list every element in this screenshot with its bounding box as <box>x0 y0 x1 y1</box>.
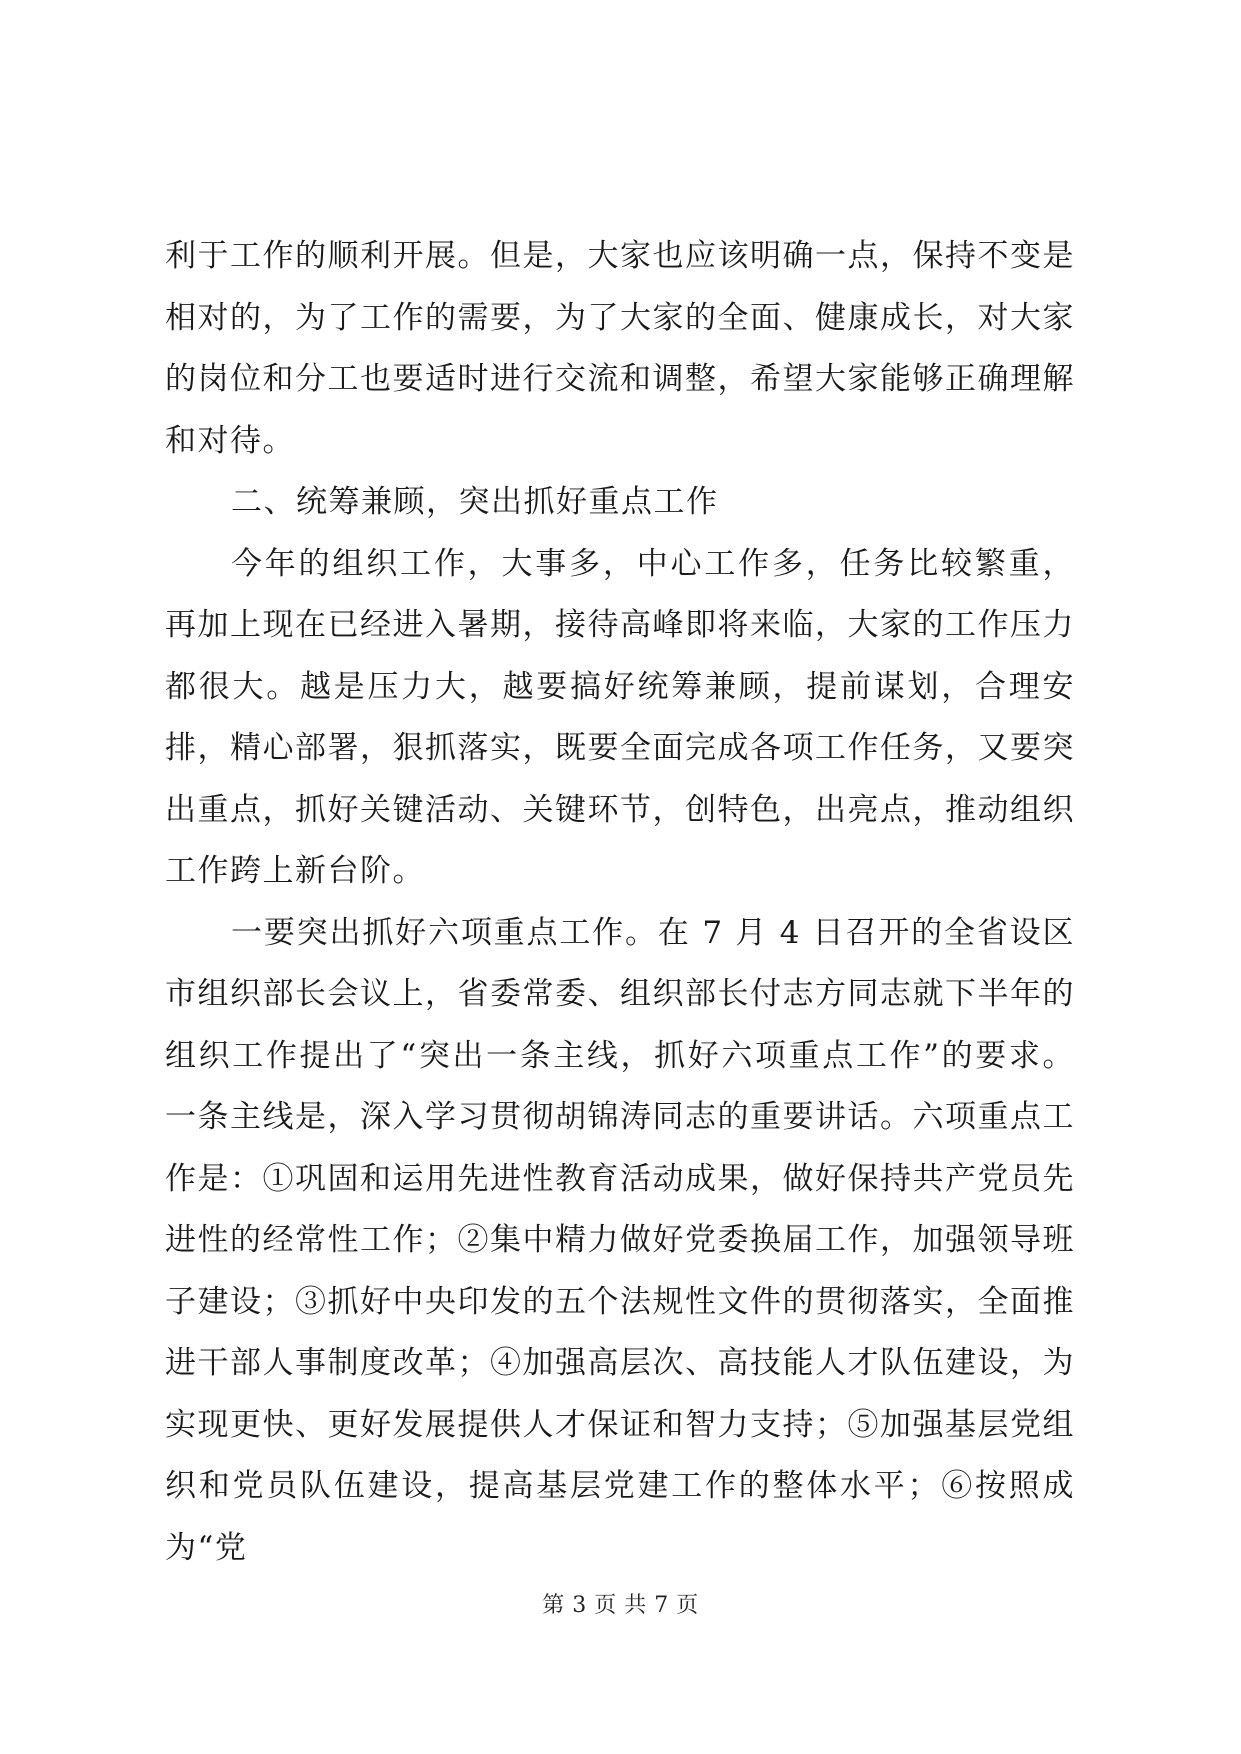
document-body <box>165 226 1075 1579</box>
page-footer: 第 3 页 共 7 页 <box>542 1593 699 1618</box>
paragraph-continuation: 利于工作的顺利开展。但是，大家也应该明确一点，保持不变是相对的，为了工作的需要，为了大家的全面、健康成长，对大家的岗位和分工也要适时进行交流和调整，希望大家能够正确理解和对待。 <box>165 238 1075 459</box>
paragraph: 一要突出抓好六项重点工作。在 7 月 4 日召开的全省设区市组织部长会议上，省委常委、组织部长付志方同志就下半年的组织工作提出了“突出一条主线，抓好六项重点工作”的要求。一条主线是，深入学习贯彻胡锦涛同志的重要讲话。六项重点工作是：①巩固和运用先进性教育活动成果，做好保持共产党员先进性的经常性工作；②集中精力做好党委换届工作，加强领导班子建设；③抓好中央印发的五个法规性文件的贯彻落实，全面推进干部人事制度改革；④加强高层次、高技能人才队伍建设，为实现更快、更好发展提供人才保证和智力支持；⑤加强基层党组织和党员队伍建设，提高基层党建工作的整体水平；⑥按照成为“党 <box>165 914 1075 1566</box>
paragraph: 今年的组织工作，大事多，中心工作多，任务比较繁重，再加上现在已经进入暑期，接待高峰即将来临，大家的工作压力都很大。越是压力大，越要搞好统筹兼顾，提前谋划，合理安排，精心部署，狠抓落实，既要全面完成各项工作任务，又要突出重点，抓好关键活动、关键环节，创特色，出亮点，推动组织工作跨上新台阶。 <box>165 545 1075 889</box>
section-heading: 二、统筹兼顾，突出抓好重点工作 <box>231 484 719 520</box>
